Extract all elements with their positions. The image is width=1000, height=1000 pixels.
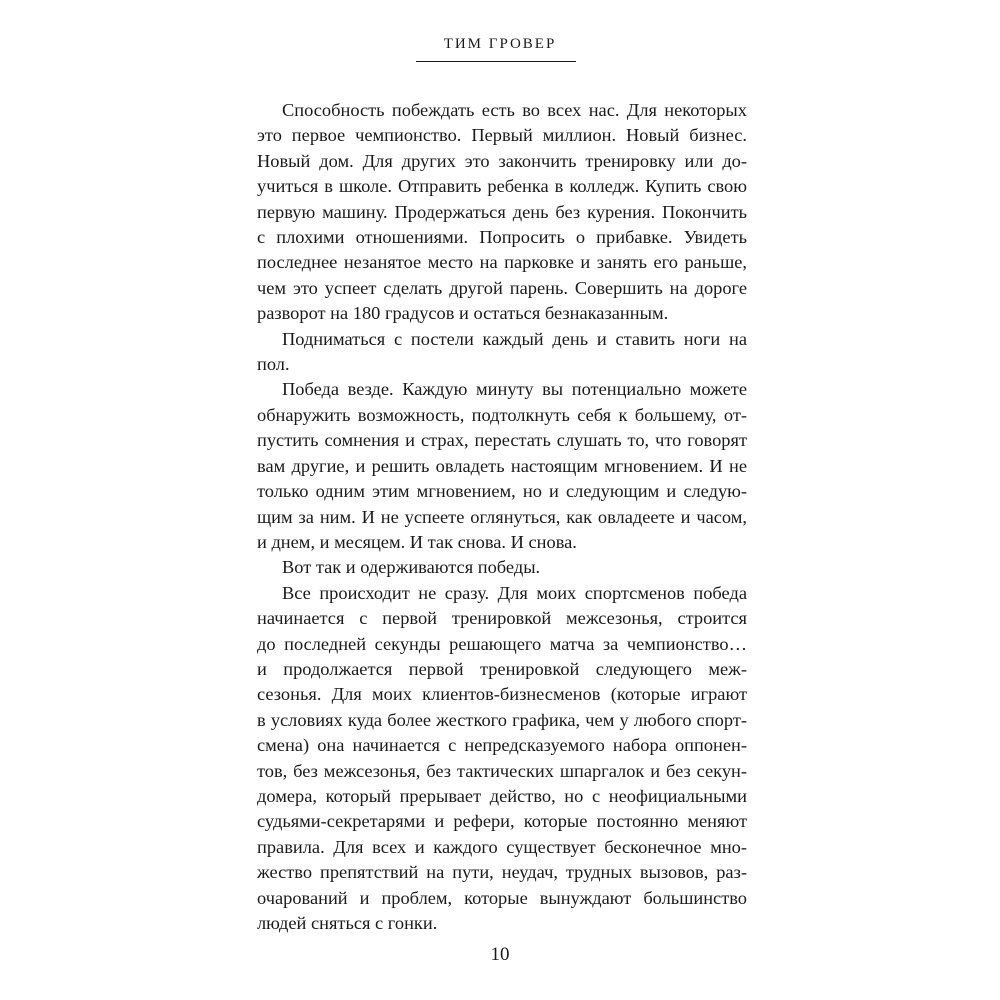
text-line: тов, без межсезонья, без тактических шпаргалок и без секун-: [257, 760, 747, 781]
text-line: Способность побеждать есть во всех нас. Для некоторых: [282, 100, 747, 120]
text-line: учиться в школе. Отправить ребенка в колледж. Купить свою: [257, 176, 747, 197]
text-line: жество препятствий на пути, неудач, трудных вызовов, раз-: [257, 862, 747, 883]
text-line: пол.: [257, 354, 290, 375]
text-line: до последней секунды решающего матча за чемпионство…: [257, 633, 747, 654]
header-rule: [416, 61, 576, 62]
text-line: вам другие, и решить овладеть настоящим мгновением. И не: [257, 455, 747, 476]
text-line: домера, который прерывает действо, но с неофициальными: [257, 785, 747, 806]
text-line: с плохими отношениями. Попросить о прибавке. Увидеть: [257, 227, 747, 248]
text-line: людей сняться с гонки.: [257, 913, 438, 933]
text-line: Новый дом. Для других это закончить тренировку или до-: [257, 150, 747, 171]
text-line: обнаружить возможность, подтолкнуть себя к большему, от-: [257, 404, 747, 425]
text-line: очарований и проблем, которые вынуждают большинство: [257, 887, 747, 908]
body-text: [257, 98, 747, 936]
text-line: это первое чемпионство. Первый миллион. Новый бизнес.: [257, 125, 747, 146]
text-line: сезонья. Для моих клиентов-бизнесменов (которые играют: [257, 684, 747, 705]
text-line: первую машину. Продержаться день без курения. Покончить: [257, 201, 747, 222]
text-line: чем это успеет сделать другой парень. Совершить на дороге: [257, 277, 747, 298]
text-line: щим за ним. И не успеете оглянуться, как овладеете и часом,: [257, 506, 747, 527]
text-line: правила. Для всех и каждого существует бесконечное мно-: [257, 836, 747, 857]
text-line: Победа везде. Каждую минуту вы потенциально можете: [282, 379, 747, 400]
text-line: судьями-секретарями и рефери, которые постоянно меняют: [257, 811, 747, 832]
page-number: 10: [490, 944, 510, 965]
running-head: ТИМ ГРОВЕР: [443, 36, 557, 52]
text-line: начинается с первой тренировкой межсезонья, строится: [257, 608, 747, 629]
text-line: и продолжается первой тренировкой следующего меж-: [257, 658, 747, 679]
text-line: последнее незанятое место на парковке и занять его раньше,: [257, 252, 747, 273]
text-line: и днем, и месяцем. И так снова. И снова.: [257, 531, 577, 552]
text-line: только одним этим мгновением, но и следующим и следую-: [257, 481, 747, 502]
text-line: разворот на 180 градусов и остаться безнаказанным.: [257, 303, 669, 324]
text-line: смена) она начинается с непредсказуемого набора оппонен-: [257, 735, 747, 756]
text-line: Подниматься с постели каждый день и ставить ноги на: [282, 328, 747, 349]
text-line: Все происходит не сразу. Для моих спортсменов победа: [282, 582, 747, 603]
text-line: в условиях куда более жесткого графика, чем у любого спорт-: [257, 709, 747, 730]
text-line: пустить сомнения и страх, перестать слушать то, что говорят: [257, 430, 747, 451]
text-line: Вот так и одерживаются победы.: [282, 557, 541, 578]
